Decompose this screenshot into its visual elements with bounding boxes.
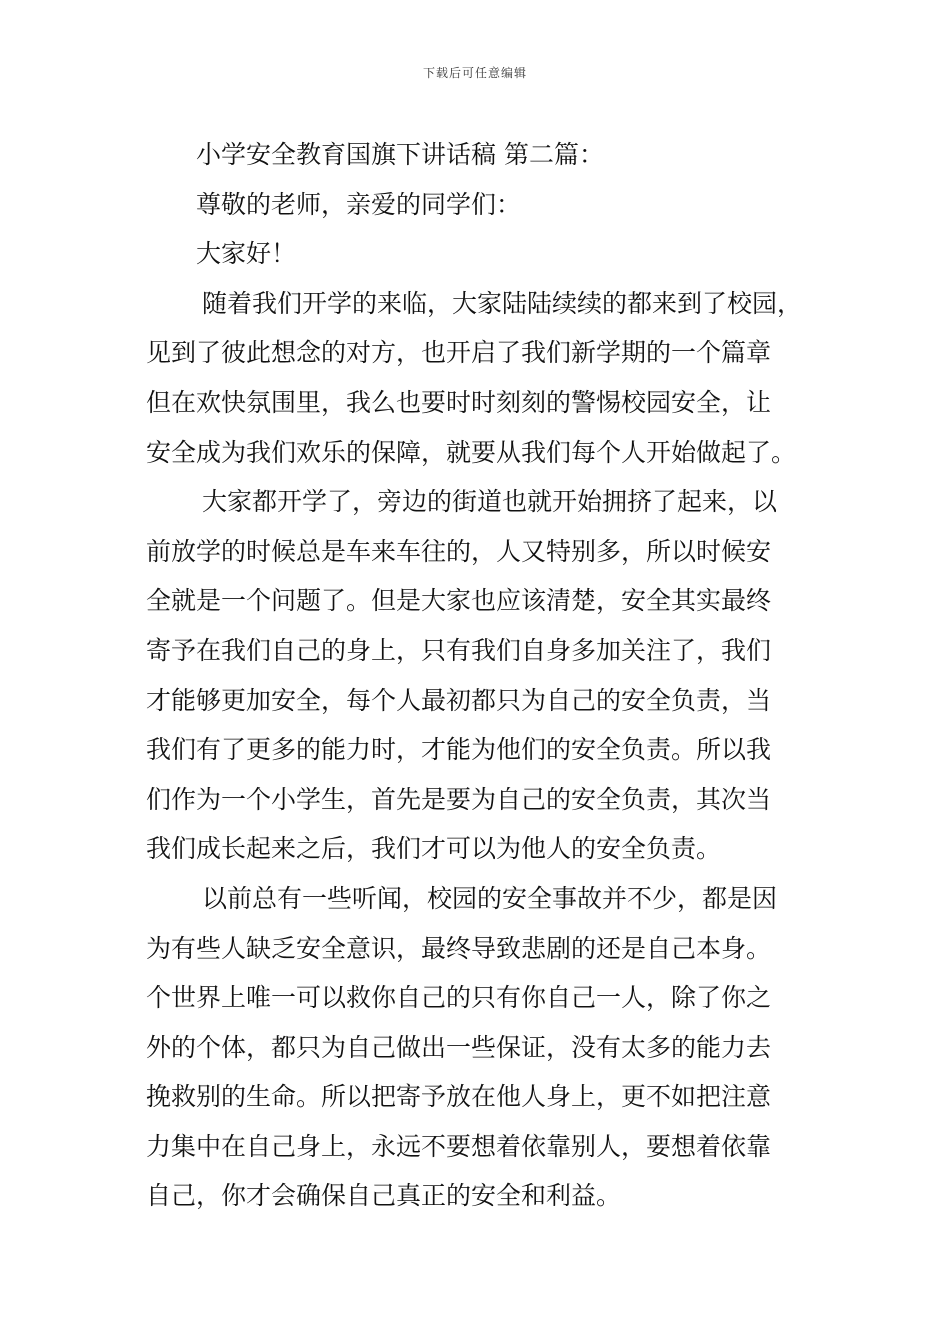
salutation-line: 尊敬的老师，亲爱的同学们： [196, 189, 522, 219]
page-header: 下载后可任意编辑 [422, 66, 527, 80]
paragraph-line: 以前总有一些听闻，校园的安全事故并不少，都是因 [202, 883, 778, 913]
paragraph-line: 大家都开学了，旁边的街道也就开始拥挤了起来，以 [202, 487, 778, 517]
doc-title-line: 小学安全教育国旗下讲话稿 第二篇： [196, 140, 604, 169]
paragraph-line: 才能够更加安全，每个人最初都只为自己的安全负责，当 [146, 685, 772, 715]
paragraph-line: 力集中在自己身上，永远不要想着依靠别人，要想着依靠 [146, 1131, 772, 1161]
greeting-line: 大家好！ [196, 239, 297, 269]
document-body [146, 130, 816, 1221]
paragraph-line: 寄予在我们自己的身上，只有我们自身多加关注了，我们 [146, 635, 772, 665]
paragraph-line: 全就是一个问题了。但是大家也应该清楚，安全其实最终 [146, 586, 772, 616]
paragraph-line: 随着我们开学的来临，大家陆陆续续的都来到了校园， [202, 288, 803, 318]
paragraph-line: 们作为一个小学生，首先是要为自己的安全负责，其次当 [146, 784, 772, 814]
paragraph-line: 我们有了更多的能力时，才能为他们的安全负责。所以我 [146, 735, 772, 765]
paragraph-line: 前放学的时候总是车来车往的，人又特别多，所以时候安 [146, 536, 772, 566]
paragraph-line: 个世界上唯一可以救你自己的只有你自己一人，除了你之 [146, 983, 772, 1013]
paragraph-line: 见到了彼此想念的对方，也开启了我们新学期的一个篇章 [146, 338, 772, 368]
paragraph-line: 安全成为我们欢乐的保障，就要从我们每个人开始做起了。 [146, 437, 797, 467]
paragraph-line: 但在欢快氛围里，我么也要时时刻刻的警惕校园安全，让 [146, 387, 772, 417]
paragraph-line: 自己，你才会确保自己真正的安全和利益。 [146, 1181, 622, 1211]
paragraph-line: 我们成长起来之后，我们才可以为他人的安全负责。 [146, 834, 722, 864]
paragraph-line: 为有些人缺乏安全意识，最终导致悲剧的还是自己本身。 [146, 933, 772, 963]
paragraph-line: 挽救别的生命。所以把寄予放在他人身上，更不如把注意 [146, 1082, 772, 1112]
paragraph-line: 外的个体，都只为自己做出一些保证，没有太多的能力去 [146, 1032, 772, 1062]
